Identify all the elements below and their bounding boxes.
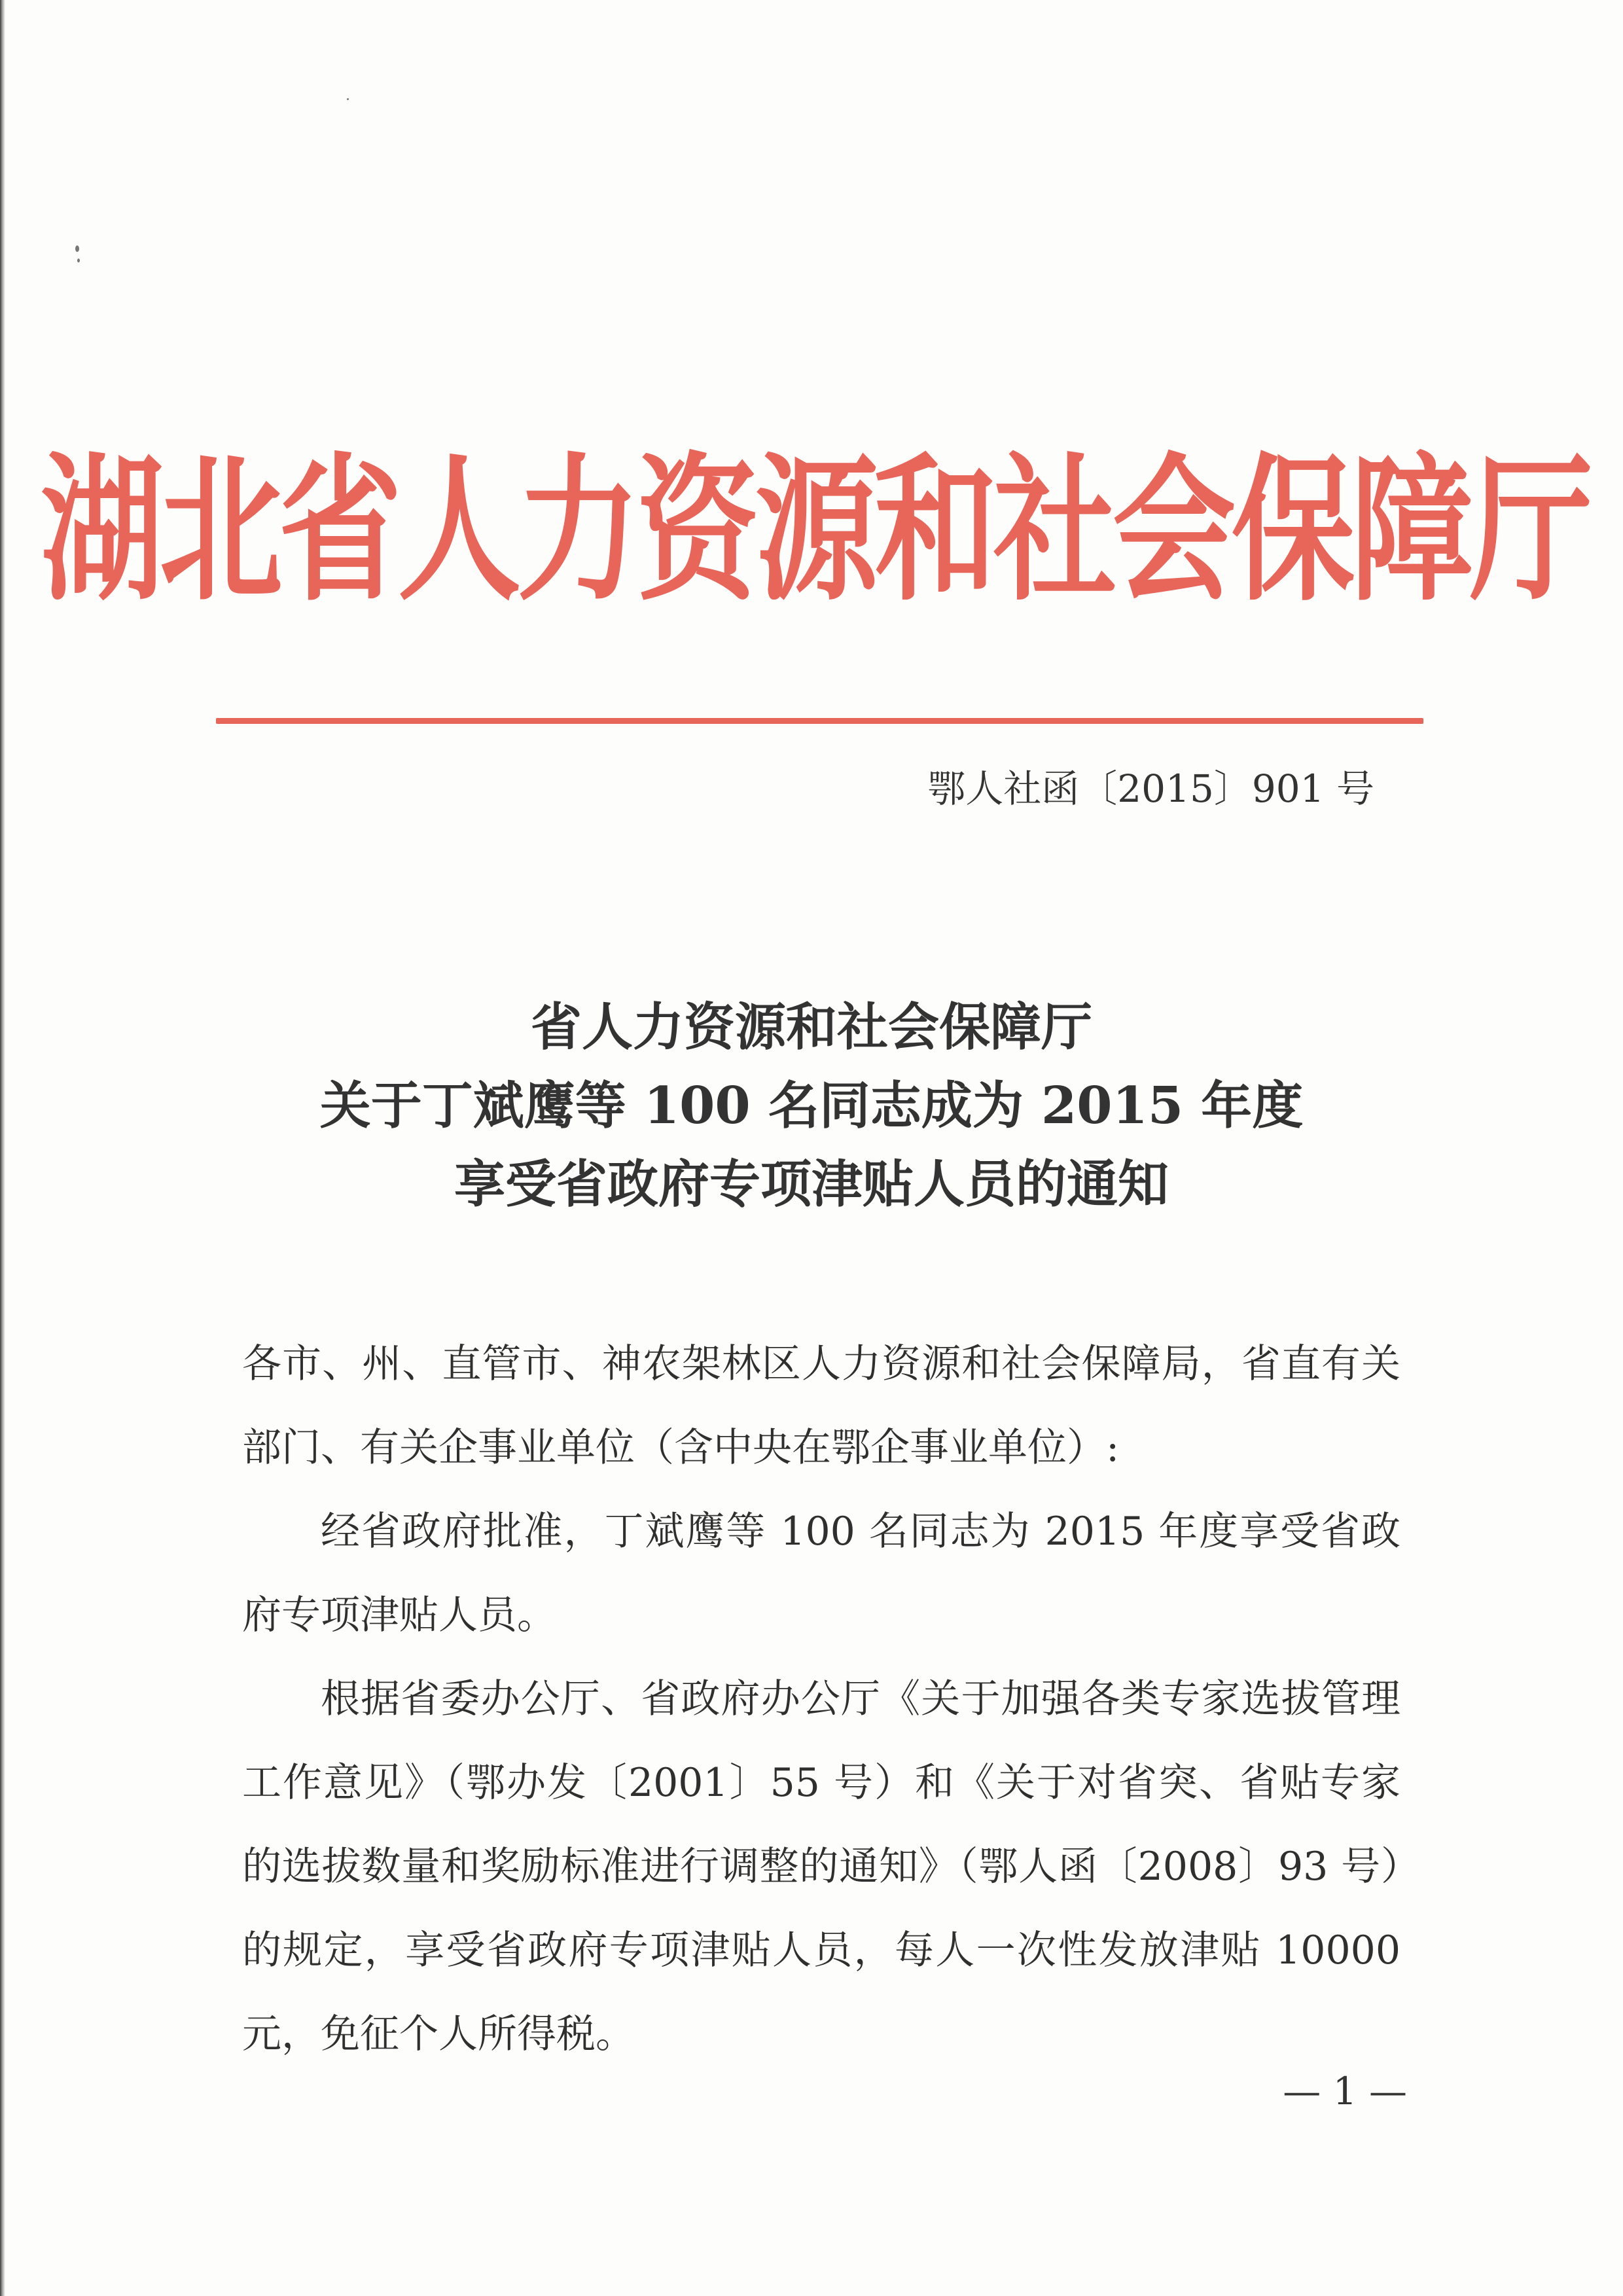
scan-speck	[347, 98, 349, 100]
scan-speck	[77, 259, 80, 262]
scan-speck	[75, 245, 79, 252]
document-title	[196, 988, 1427, 1224]
title-line-2: 关于丁斌鹰等 100 名同志成为 2015 年度	[319, 1076, 1304, 1136]
addressee: 各市、州、直管市、神农架林区人力资源和社会保障局，省直有关部门、有关企事业单位（含中央在鄂企事业单位）:	[242, 1341, 1400, 1471]
document-body	[242, 1322, 1400, 2076]
paragraph-policy: 根据省委办公厅、省政府办公厅《关于加强各类专家选拔管理工作意见》（鄂办发〔2001〕55 号）和《关于对省突、省贴专家的选拔数量和奖励标准进行调整的通知》（鄂人函〔2008〕93 号）的规定，享受省政府专项津贴人员，每人一次性发放津贴 10000 元，免征个人所得税。	[242, 1676, 1400, 2057]
page-number: — 1 —	[1283, 2069, 1407, 2113]
title-line-3: 享受省政府专项津贴人员的通知	[454, 1155, 1169, 1214]
paragraph-approval: 经省政府批准，丁斌鹰等 100 名同志为 2015 年度享受省政府专项津贴人员。	[242, 1509, 1400, 1638]
red-divider-line	[216, 718, 1423, 724]
document-number: 鄂人社函〔2015〕901 号	[927, 766, 1374, 811]
title-line-1: 省人力资源和社会保障厅	[530, 997, 1092, 1057]
scan-left-edge	[0, 0, 5, 2296]
masthead	[41, 419, 1589, 623]
issuing-organization: 湖北省人力资源和社会保障厅	[41, 439, 1589, 623]
